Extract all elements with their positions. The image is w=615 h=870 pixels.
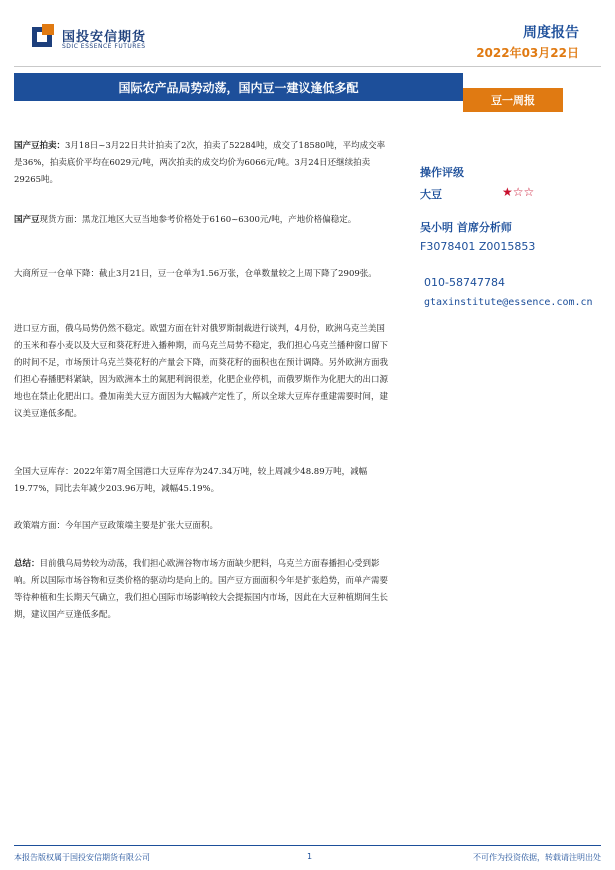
contact-email[interactable]: gtaxinstitute@essence.com.cn <box>424 297 593 308</box>
logo-text-en: SDIC ESSENCE FUTURES <box>62 43 146 50</box>
paragraph-label: 总结： <box>14 559 40 569</box>
report-title: 国际农产品局势动荡，国内豆一建议逢低多配 <box>118 81 359 95</box>
analyst-certificate: F3078401 Z0015853 <box>420 240 536 253</box>
analyst-name: 吴小明 首席分析师 <box>420 221 512 234</box>
rating-stars-icon: ★☆☆ <box>502 185 535 199</box>
header-divider <box>14 66 601 67</box>
logo-mark-icon <box>32 24 54 48</box>
paragraph-summary <box>14 556 389 624</box>
rating-label: 操作评级 <box>420 166 464 179</box>
paragraph-text: 大商所豆一仓单下降：截止3月21日，豆一仓单为1.56万张，仓单数量较之上周下降了2909张。 <box>14 269 377 279</box>
paragraph-text: 目前俄乌局势较为动荡，我们担心欧洲谷物市场方面缺少肥料，乌克兰方面春播担心受到影响。所以国际市场谷物和豆类价格的驱动均是向上的。国产豆方面面积今年是扩张趋势，而单产需要等待种植和生长期天气确立，我们担心国际市场影响较大会提振国内市场，因此在大豆种植期间生长期，建议国产豆逢低多配。 <box>14 559 389 620</box>
paragraph-policy <box>14 518 389 535</box>
paragraph-text: 全国大豆库存：2022年第7周全国港口大豆库存为247.34万吨，较上周减少48.89万吨，减幅19.77%，同比去年减少203.96万吨，减幅45.19%。 <box>14 467 368 494</box>
footer-copyright: 本报告版权属于国投安信期货有限公司 <box>14 853 150 862</box>
paragraph-text: 进口豆方面，俄乌局势仍然不稳定。欧盟方面在针对俄罗斯制裁进行谈判，4月份，欧洲乌克兰美国的玉米和春小麦以及大豆和葵花籽进入播种期，而乌克兰局势不稳定，我们担心乌克兰播种窗口留下的时间不足，市场预计乌克兰葵花籽的产量会下降，而葵花籽的面积也在预计调降。另外欧洲方面我们担心春播肥料紧缺，因为欧洲本土的氮肥利润很差，化肥企业停机，而俄罗斯作为化肥大的出口源地也在禁止化肥出口。叠加南美大豆方面因为大幅减产定性了，所以全球大豆库存重建需要时间，建议美豆逢低多配。 <box>14 324 389 419</box>
footer-divider <box>14 845 601 846</box>
paragraph-spot <box>14 212 389 229</box>
paragraph-label: 国产豆 <box>14 215 40 225</box>
report-tag: 豆一周报 <box>491 94 535 107</box>
paragraph-text: 现货方面：黑龙江地区大豆当地参考价格处于6160~6300元/吨，产地价格偏稳定。 <box>39 215 357 225</box>
report-tag-banner <box>463 88 563 112</box>
logo-text-cn: 国投安信期货 <box>62 30 147 45</box>
report-date: 2022年03月22日 <box>476 46 579 60</box>
paragraph-imports <box>14 321 389 423</box>
page-number: 1 <box>307 852 313 861</box>
report-type: 周度报告 <box>523 25 579 41</box>
contact-phone: 010-58747784 <box>424 276 505 289</box>
title-banner <box>14 73 463 101</box>
paragraph-warehouse-receipt <box>14 266 389 283</box>
paragraph-inventory <box>14 464 389 498</box>
paragraph-text: 政策端方面：今年国产豆政策端主要是扩张大豆面积。 <box>14 521 219 531</box>
footer-disclaimer: 不可作为投资依据，转载请注明出处 <box>473 853 601 862</box>
rating-item: 大豆 <box>420 188 442 201</box>
paragraph-label: 国产豆拍卖： <box>14 141 66 151</box>
company-logo <box>32 24 192 56</box>
paragraph-text: 3月18日~3月22日共计拍卖了2次，拍卖了52284吨，成交了18580吨，平均成交率是36%，拍卖底价平均在6029元/吨，两次拍卖的成交均价为6066元/吨。3月24日还继续拍卖29265吨。 <box>14 141 386 185</box>
paragraph-auction <box>14 138 389 189</box>
